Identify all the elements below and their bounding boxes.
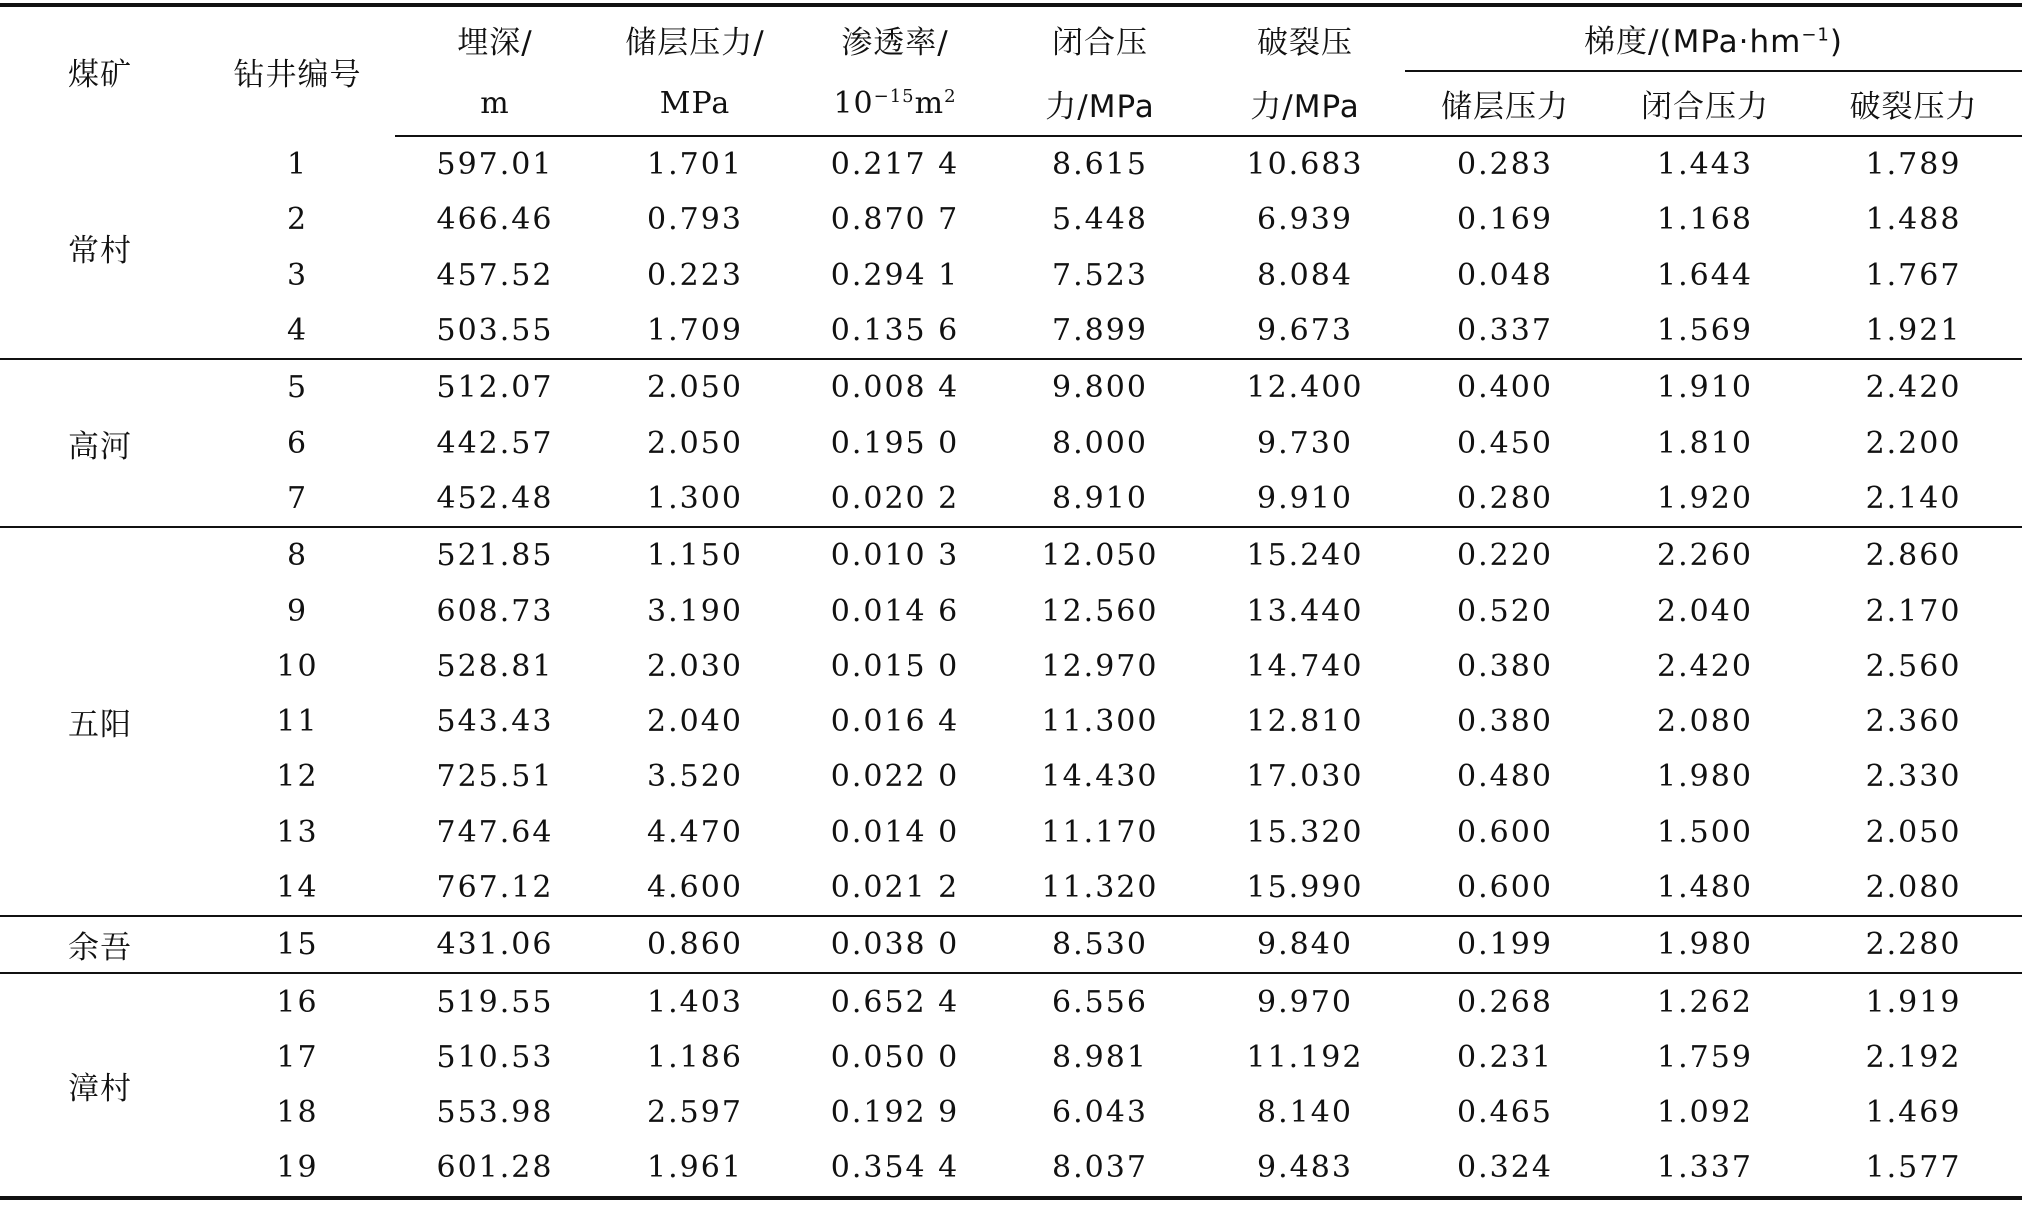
table-row — [0, 1140, 2022, 1197]
perm-exp: −15 — [873, 85, 915, 107]
table-cell: 0.465 — [1457, 1095, 1553, 1131]
table-cell: 12.050 — [995, 527, 1205, 583]
table-cell: 17.030 — [1246, 759, 1364, 795]
table-row — [0, 248, 2022, 303]
table-cell: 3.520 — [647, 759, 743, 795]
table-cell: 1.337 — [1605, 1140, 1805, 1197]
data-table — [0, 3, 2022, 1200]
table-cell: 9.840 — [1205, 916, 1405, 973]
table-cell: 1.150 — [595, 527, 795, 583]
table-cell: 0.793 — [647, 202, 743, 238]
table-cell: 12.400 — [1205, 359, 1405, 415]
table-cell: 0.324 — [1405, 1140, 1605, 1197]
table-cell: 1.767 — [1865, 257, 1962, 293]
table-cell: 0.600 — [1457, 870, 1553, 905]
table-cell: 2.192 — [1865, 1039, 1962, 1075]
gradient-group-end: ) — [1829, 24, 1843, 60]
table-cell: 2.260 — [1605, 527, 1805, 583]
table-cell: 1.500 — [1657, 814, 1753, 850]
table-cell: 3.190 — [647, 593, 743, 629]
table-cell: 1.488 — [1865, 202, 1962, 238]
table-cell: 521.85 — [395, 527, 595, 583]
table-row — [0, 303, 2022, 359]
table-cell: 2.050 — [647, 425, 743, 461]
table-row — [0, 471, 2022, 527]
table-cell: 1.168 — [1657, 202, 1753, 238]
table-cell: 6.939 — [1257, 202, 1353, 238]
table-cell: 13.440 — [1246, 593, 1364, 629]
table-cell: 1.759 — [1657, 1039, 1753, 1075]
table-cell: 0.192 9 — [830, 1095, 960, 1131]
table-cell: 6.556 — [995, 973, 1205, 1029]
table-cell: 14.740 — [1246, 648, 1364, 684]
table-cell: 0.600 — [1457, 814, 1553, 850]
table-cell: 0.283 — [1457, 147, 1553, 183]
table-cell: 2.200 — [1865, 425, 1962, 461]
table-row — [0, 805, 2022, 860]
table-cell: 1.569 — [1657, 313, 1753, 349]
table-cell: 0.015 0 — [830, 648, 960, 684]
table-cell: 0.480 — [1457, 759, 1553, 795]
table-cell: 2.080 — [1657, 704, 1753, 740]
table-cell: 1.919 — [1805, 973, 2022, 1029]
table-cell: 8.000 — [1052, 425, 1148, 461]
table-cell: 13 — [276, 814, 319, 850]
header-gradient-group — [1405, 5, 2022, 71]
mine-cell: 常村 — [68, 232, 132, 269]
table-cell: 2.360 — [1865, 704, 1962, 740]
table-cell: 15.990 — [1246, 870, 1364, 905]
table-cell: 1.262 — [1605, 973, 1805, 1029]
header-closure-unit: 力/MPa — [995, 71, 1205, 136]
table-cell: 1.701 — [647, 147, 743, 183]
header-permeability-unit — [795, 71, 995, 136]
header-permeability: 渗透率/ — [841, 24, 949, 61]
table-cell: 0.860 — [595, 916, 795, 973]
table-cell: 2.560 — [1865, 648, 1962, 684]
table-row — [0, 973, 2022, 1029]
table-cell: 2.030 — [647, 648, 743, 684]
table-cell: 5.448 — [1052, 202, 1148, 238]
table-cell: 2.040 — [647, 704, 743, 740]
table-cell: 9.910 — [1257, 480, 1353, 516]
table-cell: 1 — [286, 146, 309, 182]
table-cell: 0.280 — [1457, 480, 1553, 516]
table-cell: 8.910 — [1052, 480, 1148, 516]
table-cell: 4.600 — [647, 870, 743, 905]
table-cell: 1.644 — [1657, 257, 1753, 293]
table-cell: 15.320 — [1246, 814, 1364, 850]
mine-cell: 五阳 — [0, 527, 200, 916]
mine-cell: 漳村 — [0, 973, 200, 1197]
table-cell: 3 — [286, 257, 309, 293]
table-cell: 0.231 — [1457, 1039, 1553, 1075]
table-row — [0, 359, 2022, 415]
table-cell: 4.470 — [647, 814, 743, 850]
table-cell: 1.920 — [1657, 480, 1753, 516]
table-cell: 1.910 — [1605, 359, 1805, 415]
perm-unit: m — [914, 85, 945, 121]
mine-cell: 高河 — [0, 359, 200, 527]
table-cell: 0.020 2 — [830, 480, 960, 516]
table-cell: 2 — [286, 202, 309, 238]
table-cell: 0.223 — [647, 257, 743, 293]
table-cell: 2.040 — [1657, 593, 1753, 629]
table-cell: 8 — [200, 527, 395, 583]
table-cell: 16 — [200, 973, 395, 1029]
table-cell: 1.480 — [1657, 870, 1753, 905]
table-cell: 0.652 4 — [795, 973, 995, 1029]
table-cell: 6.043 — [1052, 1095, 1148, 1131]
table-cell: 725.51 — [436, 759, 554, 795]
table-cell: 1.709 — [647, 313, 743, 349]
table-cell: 8.037 — [995, 1140, 1205, 1197]
table-cell: 0.021 2 — [830, 870, 960, 905]
table-row — [0, 639, 2022, 694]
table-row — [0, 527, 2022, 583]
table-cell: 0.022 0 — [830, 759, 960, 795]
table-cell: 0.220 — [1405, 527, 1605, 583]
header-closure-pressure: 闭合压 — [1052, 24, 1148, 61]
table-cell: 9.483 — [1205, 1140, 1405, 1197]
table-cell: 0.380 — [1457, 648, 1553, 684]
table-cell: 452.48 — [436, 480, 554, 516]
table-row — [0, 583, 2022, 638]
table-cell: 1.980 — [1605, 916, 1805, 973]
table-cell: 0.268 — [1405, 973, 1605, 1029]
table-cell: 2.140 — [1865, 480, 1962, 516]
table-cell: 0.199 — [1405, 916, 1605, 973]
table-row — [0, 916, 2022, 973]
table-cell: 2.080 — [1865, 870, 1962, 905]
table-cell: 442.57 — [436, 425, 554, 461]
mine-cell: 余吾 — [0, 916, 200, 973]
table-cell: 10 — [276, 648, 319, 684]
table-cell: 0.400 — [1405, 359, 1605, 415]
table-cell: 9 — [286, 593, 309, 629]
table-cell: 466.46 — [436, 202, 554, 238]
header-depth-unit: m — [395, 71, 595, 136]
header-row-1 — [0, 5, 2022, 71]
table-cell: 1.300 — [647, 480, 743, 516]
table-cell: 2.420 — [1805, 359, 2022, 415]
table-cell: 0.450 — [1457, 425, 1553, 461]
table-cell: 12.810 — [1246, 704, 1364, 740]
table-cell: 457.52 — [436, 257, 554, 293]
table-cell: 5 — [200, 359, 395, 415]
table-cell: 0.354 4 — [795, 1140, 995, 1197]
table-cell: 14.430 — [1041, 759, 1159, 795]
table-cell: 503.55 — [436, 313, 554, 349]
table-cell: 1.810 — [1657, 425, 1753, 461]
table-cell: 15 — [200, 916, 395, 973]
table-cell: 11 — [276, 704, 319, 740]
table-cell: 0.169 — [1457, 202, 1553, 238]
table-cell: 608.73 — [436, 593, 554, 629]
table-cell: 767.12 — [436, 870, 554, 905]
table-cell: 0.195 0 — [830, 425, 960, 461]
header-reservoir-unit: MPa — [595, 71, 795, 136]
header-fracture-unit: 力/MPa — [1205, 71, 1405, 136]
header-gradient-reservoir: 储层压力 — [1405, 71, 1605, 136]
table-cell: 519.55 — [395, 973, 595, 1029]
table-cell: 4 — [286, 313, 309, 349]
table-cell: 1.092 — [1657, 1095, 1753, 1131]
table-cell: 8.530 — [995, 916, 1205, 973]
table-cell: 0.008 4 — [795, 359, 995, 415]
table-cell: 431.06 — [395, 916, 595, 973]
table-row — [0, 1085, 2022, 1140]
table-cell: 8.084 — [1257, 257, 1353, 293]
table-cell: 15.240 — [1205, 527, 1405, 583]
table-cell: 747.64 — [436, 814, 554, 850]
header-gradient-closure: 闭合压力 — [1605, 71, 1805, 136]
table-cell: 2.170 — [1865, 593, 1962, 629]
header-depth: 埋深/ — [457, 24, 533, 61]
header-well: 钻井编号 — [233, 57, 362, 93]
perm-base: 10 — [833, 85, 874, 121]
table-cell: 11.170 — [1041, 814, 1159, 850]
table-cell: 10.683 — [1246, 147, 1364, 183]
table-cell: 0.014 6 — [830, 593, 960, 629]
table-cell: 0.010 3 — [795, 527, 995, 583]
table-cell: 9.800 — [995, 359, 1205, 415]
table-cell: 601.28 — [395, 1140, 595, 1197]
table-cell: 14 — [276, 870, 319, 905]
table-cell: 0.337 — [1457, 313, 1553, 349]
table-cell: 11.192 — [1246, 1039, 1364, 1075]
table-cell: 2.420 — [1657, 648, 1753, 684]
table-cell: 19 — [200, 1140, 395, 1197]
table-row — [0, 192, 2022, 247]
table-cell: 1.980 — [1657, 759, 1753, 795]
table-cell: 1.921 — [1865, 313, 1962, 349]
table-cell: 11.320 — [1041, 870, 1159, 905]
table-cell: 1.186 — [647, 1039, 743, 1075]
table-cell: 0.294 1 — [830, 257, 960, 293]
table-cell: 543.43 — [436, 704, 554, 740]
table-cell: 0.380 — [1457, 704, 1553, 740]
table-cell: 9.730 — [1257, 425, 1353, 461]
table-cell: 1.443 — [1657, 147, 1753, 183]
table-cell: 512.07 — [395, 359, 595, 415]
header-gradient-fracture: 破裂压力 — [1805, 71, 2022, 136]
table-row — [0, 1030, 2022, 1085]
header-fracture-pressure: 破裂压 — [1257, 24, 1353, 61]
table-cell: 597.01 — [436, 147, 554, 183]
table-cell: 9.673 — [1257, 313, 1353, 349]
table-cell: 11.300 — [1041, 704, 1159, 740]
table-cell: 0.016 4 — [830, 704, 960, 740]
table-cell: 18 — [276, 1095, 319, 1131]
table-cell: 1.789 — [1865, 147, 1962, 183]
table-cell: 7 — [286, 480, 309, 516]
table-cell: 17 — [276, 1039, 319, 1075]
table-cell: 12.560 — [1041, 593, 1159, 629]
table-cell: 7.523 — [1052, 257, 1148, 293]
table-cell: 8.140 — [1257, 1095, 1353, 1131]
table-cell: 7.899 — [1052, 313, 1148, 349]
table-cell: 0.217 4 — [830, 147, 960, 183]
table-cell: 0.870 7 — [830, 202, 960, 238]
table-cell: 9.970 — [1205, 973, 1405, 1029]
perm-unit-exp: 2 — [944, 85, 957, 107]
table-cell: 8.981 — [1052, 1039, 1148, 1075]
table-cell: 0.014 0 — [830, 814, 960, 850]
table-cell: 2.280 — [1805, 916, 2022, 973]
gradient-group-label: 梯度/(MPa·hm — [1584, 24, 1802, 60]
table-body — [0, 136, 2022, 1198]
table-cell: 0.048 — [1457, 257, 1553, 293]
table-cell: 0.050 0 — [830, 1039, 960, 1075]
table-cell: 553.98 — [436, 1095, 554, 1131]
table-cell: 1.469 — [1865, 1095, 1962, 1131]
table-cell: 6 — [286, 425, 309, 461]
table-row — [0, 749, 2022, 804]
table-cell: 12 — [276, 759, 319, 795]
table-cell: 2.050 — [595, 359, 795, 415]
table-cell: 528.81 — [436, 648, 554, 684]
table-cell: 2.330 — [1865, 759, 1962, 795]
table-row — [0, 136, 2022, 192]
header-reservoir-pressure: 储层压力/ — [625, 24, 765, 61]
table-cell: 1.403 — [595, 973, 795, 1029]
table-row — [0, 860, 2022, 916]
table-cell: 510.53 — [436, 1039, 554, 1075]
table-cell: 8.615 — [1052, 147, 1148, 183]
table-cell: 0.135 6 — [830, 313, 960, 349]
table-cell: 2.597 — [647, 1095, 743, 1131]
table-cell: 12.970 — [1041, 648, 1159, 684]
header-mine: 煤矿 — [68, 57, 132, 93]
table-cell: 0.038 0 — [795, 916, 995, 973]
gradient-group-exp: −1 — [1801, 24, 1830, 46]
table-row — [0, 694, 2022, 749]
table-cell: 2.050 — [1865, 814, 1962, 850]
table-cell: 2.860 — [1805, 527, 2022, 583]
table-cell: 1.961 — [595, 1140, 795, 1197]
table-cell: 1.577 — [1805, 1140, 2022, 1197]
table-cell: 0.520 — [1457, 593, 1553, 629]
table-row — [0, 415, 2022, 470]
